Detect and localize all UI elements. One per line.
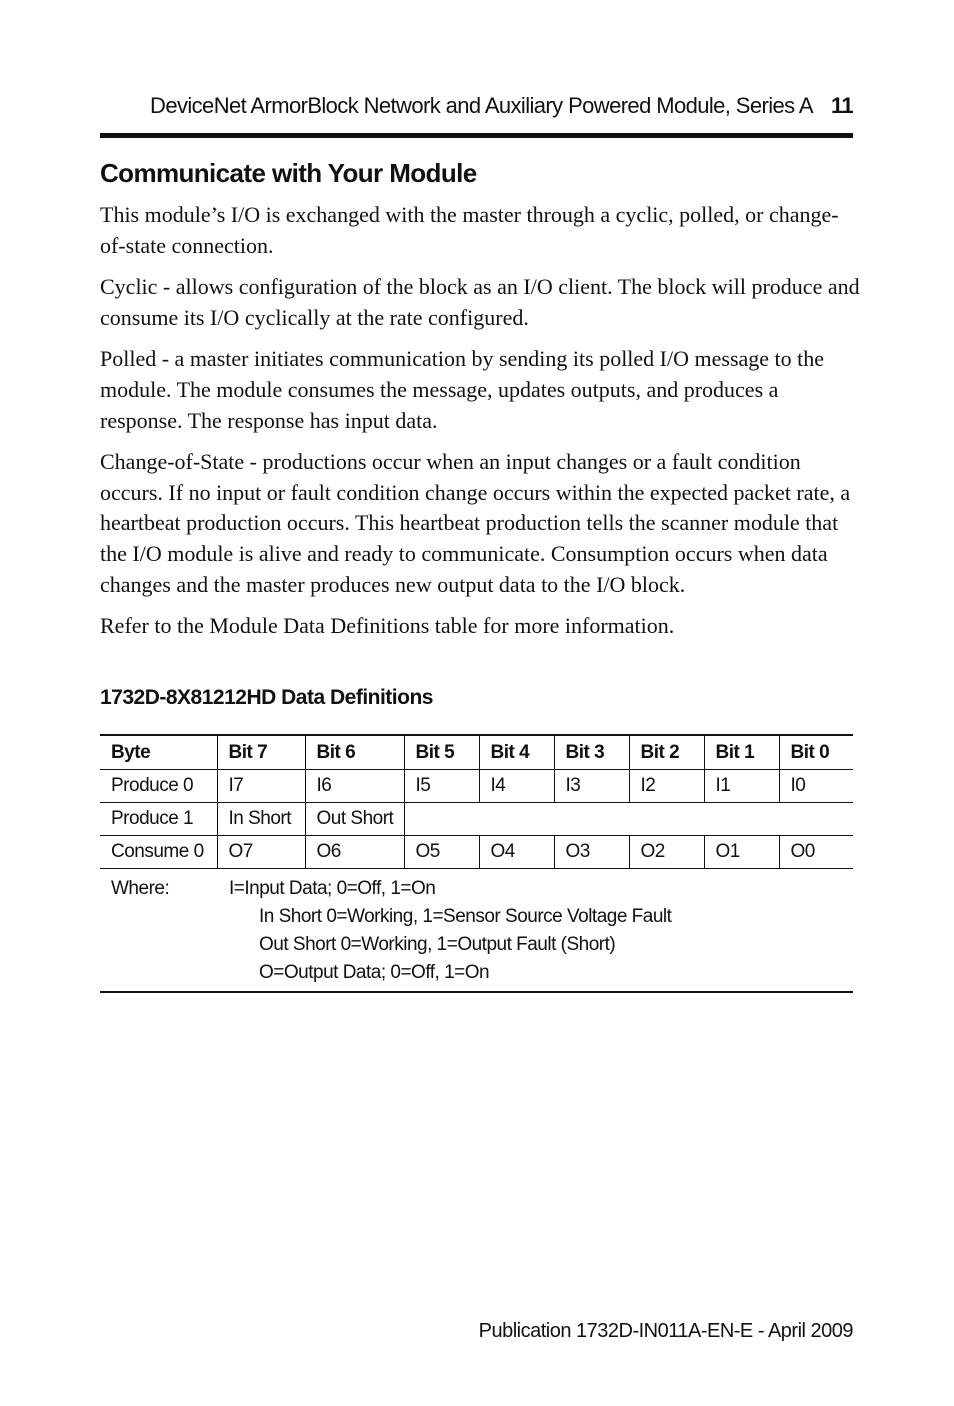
header-cell-bit6: Bit 6 bbox=[305, 735, 404, 770]
data-definitions-table bbox=[100, 734, 853, 993]
notes-label: Where: bbox=[111, 878, 170, 899]
paragraph-polled: Polled - a master initiates communication by sending its polled I/O message to the module. The module consumes the message, updates outputs, and produces a response. The response has input data. bbox=[100, 346, 825, 433]
header-cell-bit5: Bit 5 bbox=[404, 735, 479, 770]
table-cell: I0 bbox=[779, 770, 853, 803]
table-row bbox=[100, 836, 853, 869]
table-cell: In Short bbox=[217, 803, 305, 836]
header-cell-bit2: Bit 2 bbox=[629, 735, 704, 770]
table-cell: O3 bbox=[554, 836, 629, 869]
note-line: I=Input Data; 0=Off, 1=On bbox=[229, 878, 436, 899]
note-line: Out Short 0=Working, 1=Output Fault (Short) bbox=[259, 934, 616, 955]
paragraph-intro: This module’s I/O is exchanged with the master through a cyclic, polled, or change-of-state connection. bbox=[100, 202, 839, 258]
table-cell: Consume 0 bbox=[100, 836, 217, 869]
header-cell-byte: Byte bbox=[100, 735, 217, 770]
table-cell: I6 bbox=[305, 770, 404, 803]
table-notes bbox=[100, 869, 853, 993]
section-title: Communicate with Your Module bbox=[100, 158, 477, 188]
table-cell: Out Short bbox=[305, 803, 404, 836]
header-cell-bit7: Bit 7 bbox=[217, 735, 305, 770]
header-cell-bit3: Bit 3 bbox=[554, 735, 629, 770]
footer-publication: Publication 1732D-IN011A-EN-E - April 2009 bbox=[478, 1320, 853, 1342]
table-cell: O1 bbox=[704, 836, 779, 869]
table-cell: I1 bbox=[704, 770, 779, 803]
table-title: 1732D-8X81212HD Data Definitions bbox=[100, 686, 433, 709]
header-cell-bit4: Bit 4 bbox=[479, 735, 554, 770]
table-cell: O0 bbox=[779, 836, 853, 869]
table-cell-empty bbox=[404, 803, 853, 836]
table-row bbox=[100, 770, 853, 803]
table-cell: I5 bbox=[404, 770, 479, 803]
table-notes-row bbox=[100, 869, 853, 993]
table-cell: Produce 1 bbox=[100, 803, 217, 836]
table-cell: I2 bbox=[629, 770, 704, 803]
table-cell: O7 bbox=[217, 836, 305, 869]
table-cell: O4 bbox=[479, 836, 554, 869]
paragraph-refer: Refer to the Module Data Definitions table for more information. bbox=[100, 613, 675, 639]
page-header bbox=[100, 93, 853, 119]
header-cell-bit0: Bit 0 bbox=[779, 735, 853, 770]
paragraph-change-of-state: Change-of-State - productions occur when an input changes or a fault condition occurs. If no input or fault condition change occurs within the expected packet rate, a heartbeat production occurs. This heartbeat production tells the scanner module that the I/O module is alive and ready to communicate. Consumption occurs when data changes and the master produces new output data to the I/O block. bbox=[100, 449, 851, 597]
note-line: In Short 0=Working, 1=Sensor Source Voltage Fault bbox=[259, 906, 672, 927]
table-cell: O2 bbox=[629, 836, 704, 869]
body-text bbox=[100, 200, 860, 653]
page-number: 11 bbox=[830, 93, 853, 118]
header-rule bbox=[100, 133, 853, 138]
header-cell-bit1: Bit 1 bbox=[704, 735, 779, 770]
table-header-row bbox=[100, 735, 853, 770]
table-row bbox=[100, 803, 853, 836]
note-line: O=Output Data; 0=Off, 1=On bbox=[259, 962, 490, 983]
paragraph-cyclic: Cyclic - allows configuration of the block as an I/O client. The block will produce and consume its I/O cyclically at the rate configured. bbox=[100, 274, 860, 330]
table-cell: I7 bbox=[217, 770, 305, 803]
table-cell: I4 bbox=[479, 770, 554, 803]
table-cell: I3 bbox=[554, 770, 629, 803]
header-title: DeviceNet ArmorBlock Network and Auxiliary Powered Module, Series A bbox=[150, 93, 813, 118]
table-cell: Produce 0 bbox=[100, 770, 217, 803]
table-cell: O6 bbox=[305, 836, 404, 869]
table-cell: O5 bbox=[404, 836, 479, 869]
